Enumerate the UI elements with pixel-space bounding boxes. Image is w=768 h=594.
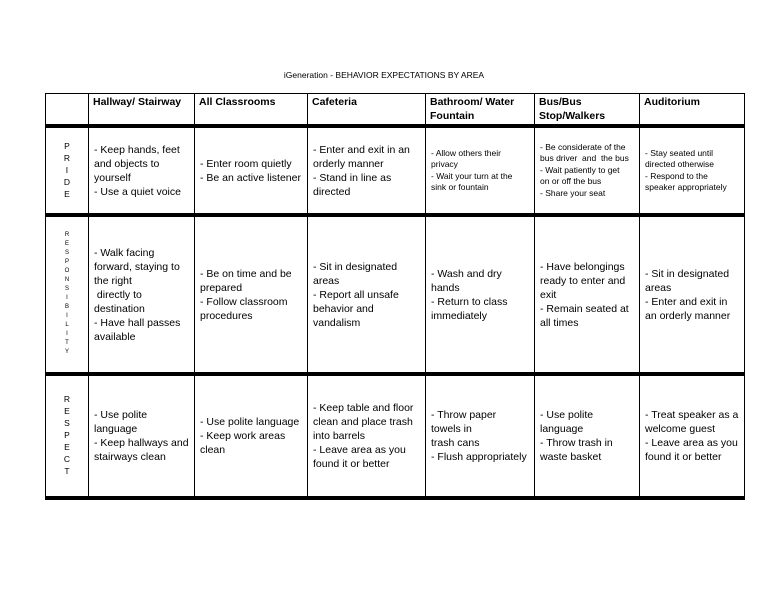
header-corner (46, 94, 89, 127)
cell-resp-classrooms: - Be on time and be prepared - Follow classroom procedures (200, 267, 292, 322)
behavior-expectations-table (45, 93, 745, 500)
cell-respect-bathroom: - Throw paper towels in trash cans - Flush appropriately (431, 409, 527, 463)
cell-respect-classrooms: - Use polite language - Keep work areas clean (200, 416, 300, 456)
header-cafeteria: Cafeteria (308, 94, 426, 127)
cell-resp-bus: - Have belongings ready to enter and exit - Remain seated at all times (540, 260, 629, 329)
cell-pride-classrooms: - Enter room quietly - Be an active listener (200, 157, 301, 184)
table-row (46, 126, 745, 215)
header-classrooms: All Classrooms (195, 94, 308, 127)
cell-resp-bathroom: - Wash and dry hands - Return to class immediately (431, 267, 508, 322)
cell-respect-bus: - Use polite language - Throw trash in waste basket (540, 409, 613, 463)
cell-resp-hallway: - Walk facing forward, staying to the right directly to destination - Have hall passes available (94, 246, 181, 343)
header-hallway: Hallway/ Stairway (89, 94, 195, 127)
cell-pride-bus: - Be considerate of the bus driver and the bus - Wait patiently to get on or off the bus - Share your seat (540, 141, 629, 198)
header-row (46, 94, 745, 127)
cell-respect-cafeteria: - Keep table and floor clean and place trash into barrels - Leave area as you found it or better (313, 402, 414, 470)
cell-pride-auditorium: - Stay seated until directed otherwise - Respond to the speaker appropriately (645, 147, 727, 192)
header-bathroom: Bathroom/ Water Fountain (426, 94, 535, 127)
cell-pride-cafeteria: - Enter and exit in an orderly manner - Stand in line as directed (313, 143, 410, 198)
table-row (46, 215, 745, 374)
cell-pride-bathroom: - Allow others their privacy - Wait your turn at the sink or fountain (431, 147, 513, 192)
table-row (46, 374, 745, 498)
cell-respect-auditorium: - Treat speaker as a welcome guest - Leave area as you found it or better (645, 409, 739, 463)
cell-respect-hallway: - Use polite language - Keep hallways and stairways clean (94, 409, 189, 463)
row-label-pride: P R I D E (63, 140, 71, 199)
row-label-responsibility: R E S P O N S I B I L I T Y (64, 232, 70, 355)
header-auditorium: Auditorium (640, 94, 745, 127)
row-label-respect: R E S P E C T (63, 394, 71, 476)
document-title: iGeneration - BEHAVIOR EXPECTATIONS BY AREA (283, 70, 485, 80)
header-bus: Bus/Bus Stop/Walkers (535, 94, 640, 127)
cell-resp-auditorium: - Sit in designated areas - Enter and exit in an orderly manner (645, 267, 731, 322)
cell-resp-cafeteria: - Sit in designated areas - Report all unsafe behavior and vandalism (313, 260, 399, 329)
cell-pride-hallway: - Keep hands, feet and objects to yourself - Use a quiet voice (94, 143, 181, 198)
